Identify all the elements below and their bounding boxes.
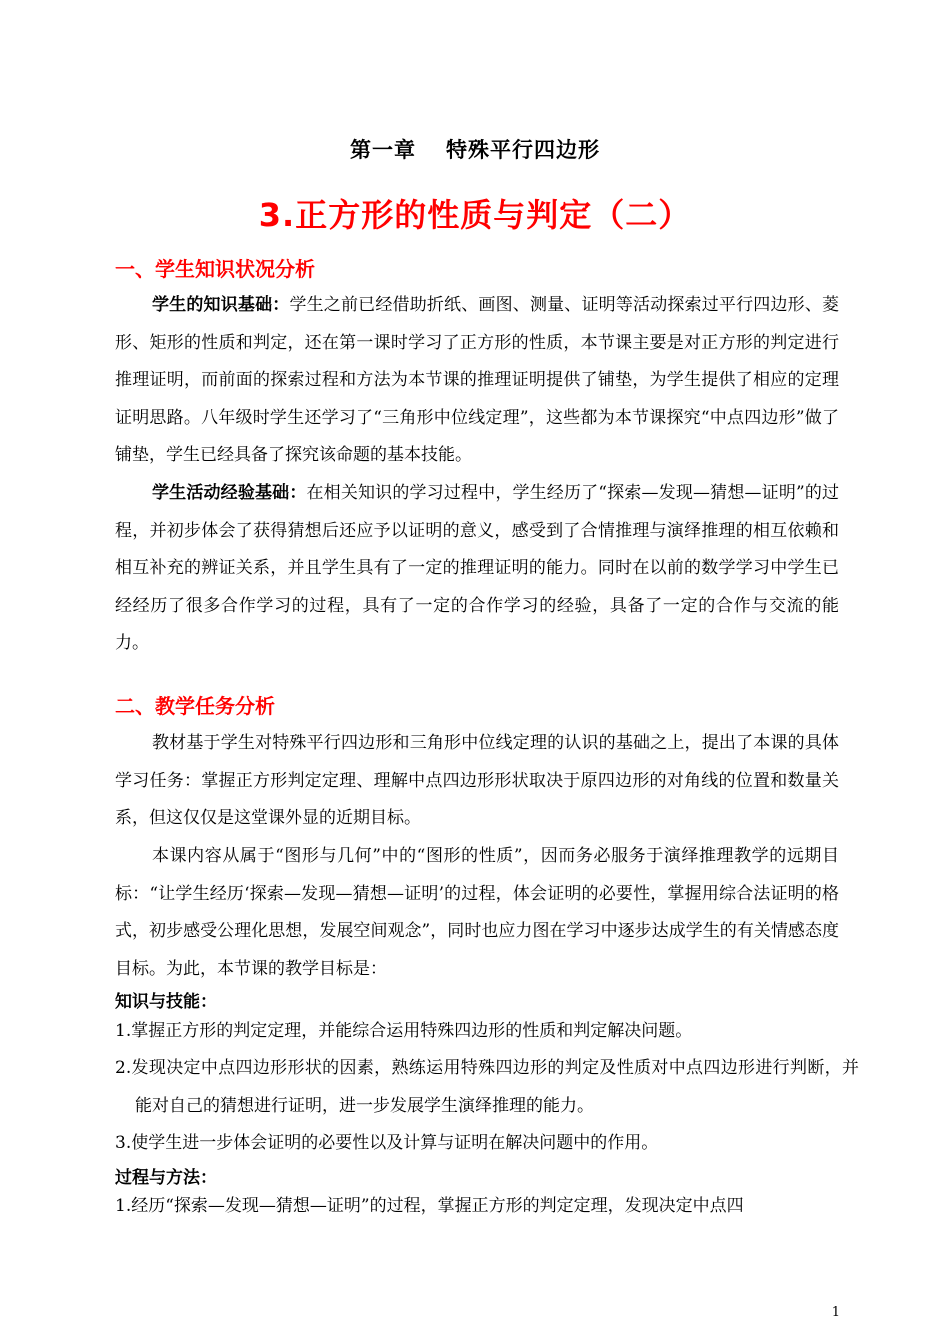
paragraph-task-analysis-2: 本课内容从属于“图形与几何”中的“图形的性质”，因而务必服务于演绎推理教学的远期目标：“让学生经历‘探索—发现—猜想—证明’的过程，体会证明的必要性，掌握用综合法证明的格式，初步感受公理化思想，发展空间观念”，同时也应力图在学习中逐步达成学生的有关情感态度目标。为此，本节课的教学目标是： [115,846,839,979]
list-item: 1.掌握正方形的判定定理，并能综合运用特殊四边形的性质和判定解决问题。 [115,1021,693,1041]
paragraph-activity-basis [115,475,839,663]
paragraph-knowledge-basis [115,287,839,475]
page-number: 1 [831,1305,840,1320]
paragraph-text: 学生之前已经借助折纸、画图、测量、证明等活动探索过平行四边形、菱形、矩形的性质和判定，还在第一课时学习了正方形的性质，本节课主要是对正方形的判定进行推理证明，而前面的探索过程和方法为本节课的推理证明提供了铺垫，为学生提供了相应的定理证明思路。八年级时学生还学习了“三角形中位线定理”，这些都为本节课探究“中点四边形”做了铺垫，学生已经具备了探究该命题的基本技能。 [115,295,840,466]
section-heading-2: 二、教学任务分析 [115,694,275,718]
section-heading-1: 一、学生知识状况分析 [115,257,315,281]
paragraph-task-analysis-1: 教材基于学生对特殊平行四边形和三角形中位线定理的认识的基础之上，提出了本课的具体学习任务：掌握正方形判定定理、理解中点四边形形状取决于原四边形的对角线的位置和数量关系，但这仅仅是这堂课外显的近期目标。 [115,733,839,829]
list-item: 1.经历“探索—发现—猜想—证明”的过程，掌握正方形的判定定理，发现决定中点四 [115,1196,744,1216]
paragraph-label: 学生活动经验基础： [152,483,307,503]
list-item: 2.发现决定中点四边形形状的因素，熟练运用特殊四边形的判定及性质对中点四边形进行判断，并能对自己的猜想进行证明，进一步发展学生演绎推理的能力。 [115,1058,859,1116]
page-title: 3.正方形的性质与判定（二） [258,196,692,234]
chapter-title: 特殊平行四边形 [446,138,600,162]
chapter-heading [0,134,950,164]
paragraph-text: 在相关知识的学习过程中，学生经历了“探索—发现—猜想—证明”的过程，并初步体会了获得猜想后还应予以证明的意义，感受到了合情推理与演绎推理的相互依赖和相互补充的辨证关系，并且学生具有了一定的推理证明的能力。同时在以前的数学学习中学生已经经历了很多合作学习的过程，具有了一定的合作学习的经验，具备了一定的合作与交流的能力。 [115,483,840,654]
list-item: 3.使学生进一步体会证明的必要性以及计算与证明在解决问题中的作用。 [115,1133,659,1153]
paragraph-label: 学生的知识基础： [152,295,290,315]
chapter-number: 第一章 [350,138,416,162]
subheading-knowledge-skills: 知识与技能： [115,992,217,1012]
subheading-process-methods: 过程与方法： [115,1168,217,1188]
